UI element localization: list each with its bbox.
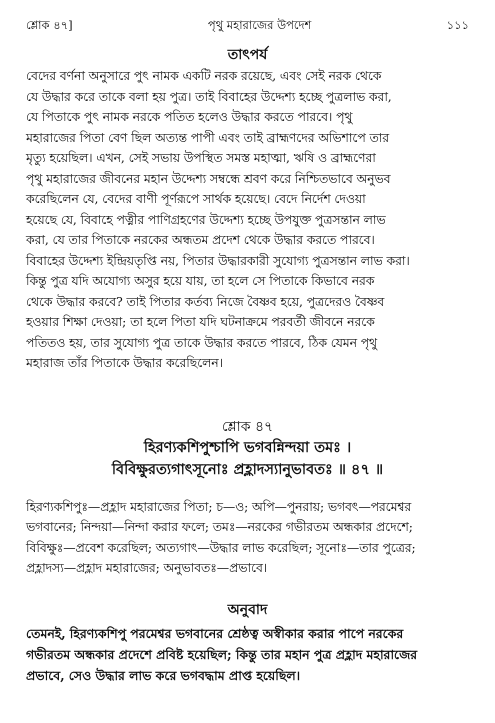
purport-line: যে উদ্ধার করে তাকে বলা হয় পুত্র। তাই বিবাহের উদ্দেশ্য হচ্ছে পুত্রলাভ করা, [26, 88, 392, 104]
purport-text [26, 66, 469, 374]
translation-line: গভীরতম অন্ধকার প্রদেশে প্রবিষ্ট হয়েছিল; কিন্তু তার মহান পুত্র প্রহ্লাদ মহারাজের [26, 646, 418, 662]
verse-number: শ্লোক ৪৭ [221, 418, 274, 435]
purport-line: মহারাজের পিতা বেণ ছিল অত্যন্ত পাপী এবং তাই ব্রাহ্মণদের অভিশাপে তার [26, 129, 390, 145]
translation-heading: অনুবাদ [227, 601, 268, 618]
purport-line: কিন্তু পুত্র যদি অযোগ্য অসুর হয়ে যায়, তা হলে সে পিতাকে কিভাবে নরক [26, 273, 375, 288]
book-page [26, 18, 469, 686]
translation-line: প্রভাবে, সেও উদ্ধার লাভ করে ভগবদ্ধাম প্রাপ্ত হয়েছিল। [26, 667, 301, 683]
header-page-number: ১১১ [446, 18, 469, 32]
purport-line: থেকে উদ্ধার করবে? তাই পিতার কর্তব্য নিজে বৈষ্ণব হয়ে, পুত্রদেরও বৈষ্ণব [26, 293, 385, 309]
synonyms-text [26, 497, 469, 579]
synonyms-line: বিবিক্ষুঃ—প্রবেশ করেছিল; অত্যগাৎ—উদ্ধার লাভ করেছিল; সূনোঃ—তার পুত্রের; [26, 539, 416, 555]
purport-line: হওয়ার শিক্ষা দেওয়া; তা হলে পিতা যদি ঘটনাক্রমে পরবর্তী জীবনে নরকে [26, 314, 375, 329]
purport-line: করা, যে তার পিতাকে নরকের অন্ধতম প্রদেশ থেকে উদ্ধার করতে পারবে। [26, 232, 375, 247]
verse-block [26, 418, 469, 481]
verse-line-2: বিবিক্ষুরত্যগাৎসূনোঃ প্রহ্লাদস্যানুভাবতঃ ॥ ৪৭ ॥ [111, 460, 384, 478]
header-chapter-title: পৃথু মহারাজের উপদেশ [207, 18, 312, 32]
purport-line: করেছিলেন যে, বেদের বাণী পূর্ণরূপে সার্থক হয়েছে। বেদে নির্দেশ দেওয়া [26, 191, 366, 206]
purport-line: বেদের বর্ণনা অনুসারে পুৎ নামক একটি নরক রয়েছে, এবং সেই নরক থেকে [26, 68, 382, 83]
purport-heading: তাৎপর্য [227, 47, 268, 63]
purport-line: বিবাহের উদ্দেশ্য ইন্দ্রিয়তৃপ্তি নয়, পিতার উদ্ধারকারী সুযোগ্য পুত্রসন্তান লাভ করা। [26, 252, 410, 268]
header-verse-ref: শ্লোক ৪৭] [26, 18, 73, 32]
purport-line: পৃথু মহারাজের জীবনের মহান উদ্দেশ্য সম্বন্ধে শ্রবণ করে নিশ্চিতভাবে অনুভব [26, 170, 391, 186]
synonyms-line: ভগবানের; নিন্দয়া—নিন্দা করার ফলে; তমঃ—নরকের গভীরতম অন্ধকার প্রদেশে; [26, 519, 413, 534]
translation-line: তেমনই, হিরণ্যকশিপু পরমেশ্বর ভগবানের শ্রেষ্ঠত্ব অস্বীকার করার পাপে নরকের [26, 625, 404, 641]
purport-line: মৃত্যু হয়েছিল। এখন, সেই সভায় উপস্থিত সমস্ত মহাত্মা, ঋষি ও ব্রাহ্মণেরা [26, 150, 376, 165]
translation-text [26, 623, 469, 686]
purport-line: পতিতও হয়, তার সুযোগ্য পুত্র তাকে উদ্ধার করতে পারবে, ঠিক যেমন পৃথু [26, 334, 377, 350]
synonyms-line: হিরণ্যকশিপুঃ—প্রহ্লাদ মহারাজের পিতা; চ—ও; অপি—পুনরায়; ভগবৎ—পরমেশ্বর [26, 498, 412, 514]
purport-line: হয়েছে যে, বিবাহে পত্নীর পাণিগ্রহণের উদ্দেশ্য হচ্ছে উপযুক্ত পুত্রসন্তান লাভ [26, 211, 386, 227]
verse-line-1: হিরণ্যকশিপুশ্চাপি ভগবন্নিন্দয়া তমঃ । [143, 438, 352, 456]
purport-line: মহারাজ তাঁর পিতাকে উদ্ধার করেছিলেন। [26, 355, 223, 370]
synonyms-line: প্রহ্লাদস্য—প্রহ্লাদ মহারাজের; অনুভাবতঃ—প্রভাবে। [26, 560, 268, 575]
purport-line: যে পিতাকে পুৎ নামক নরকে পতিত হলেও উদ্ধার করতে পারবে। পৃথু [26, 109, 353, 124]
running-header [26, 18, 469, 32]
